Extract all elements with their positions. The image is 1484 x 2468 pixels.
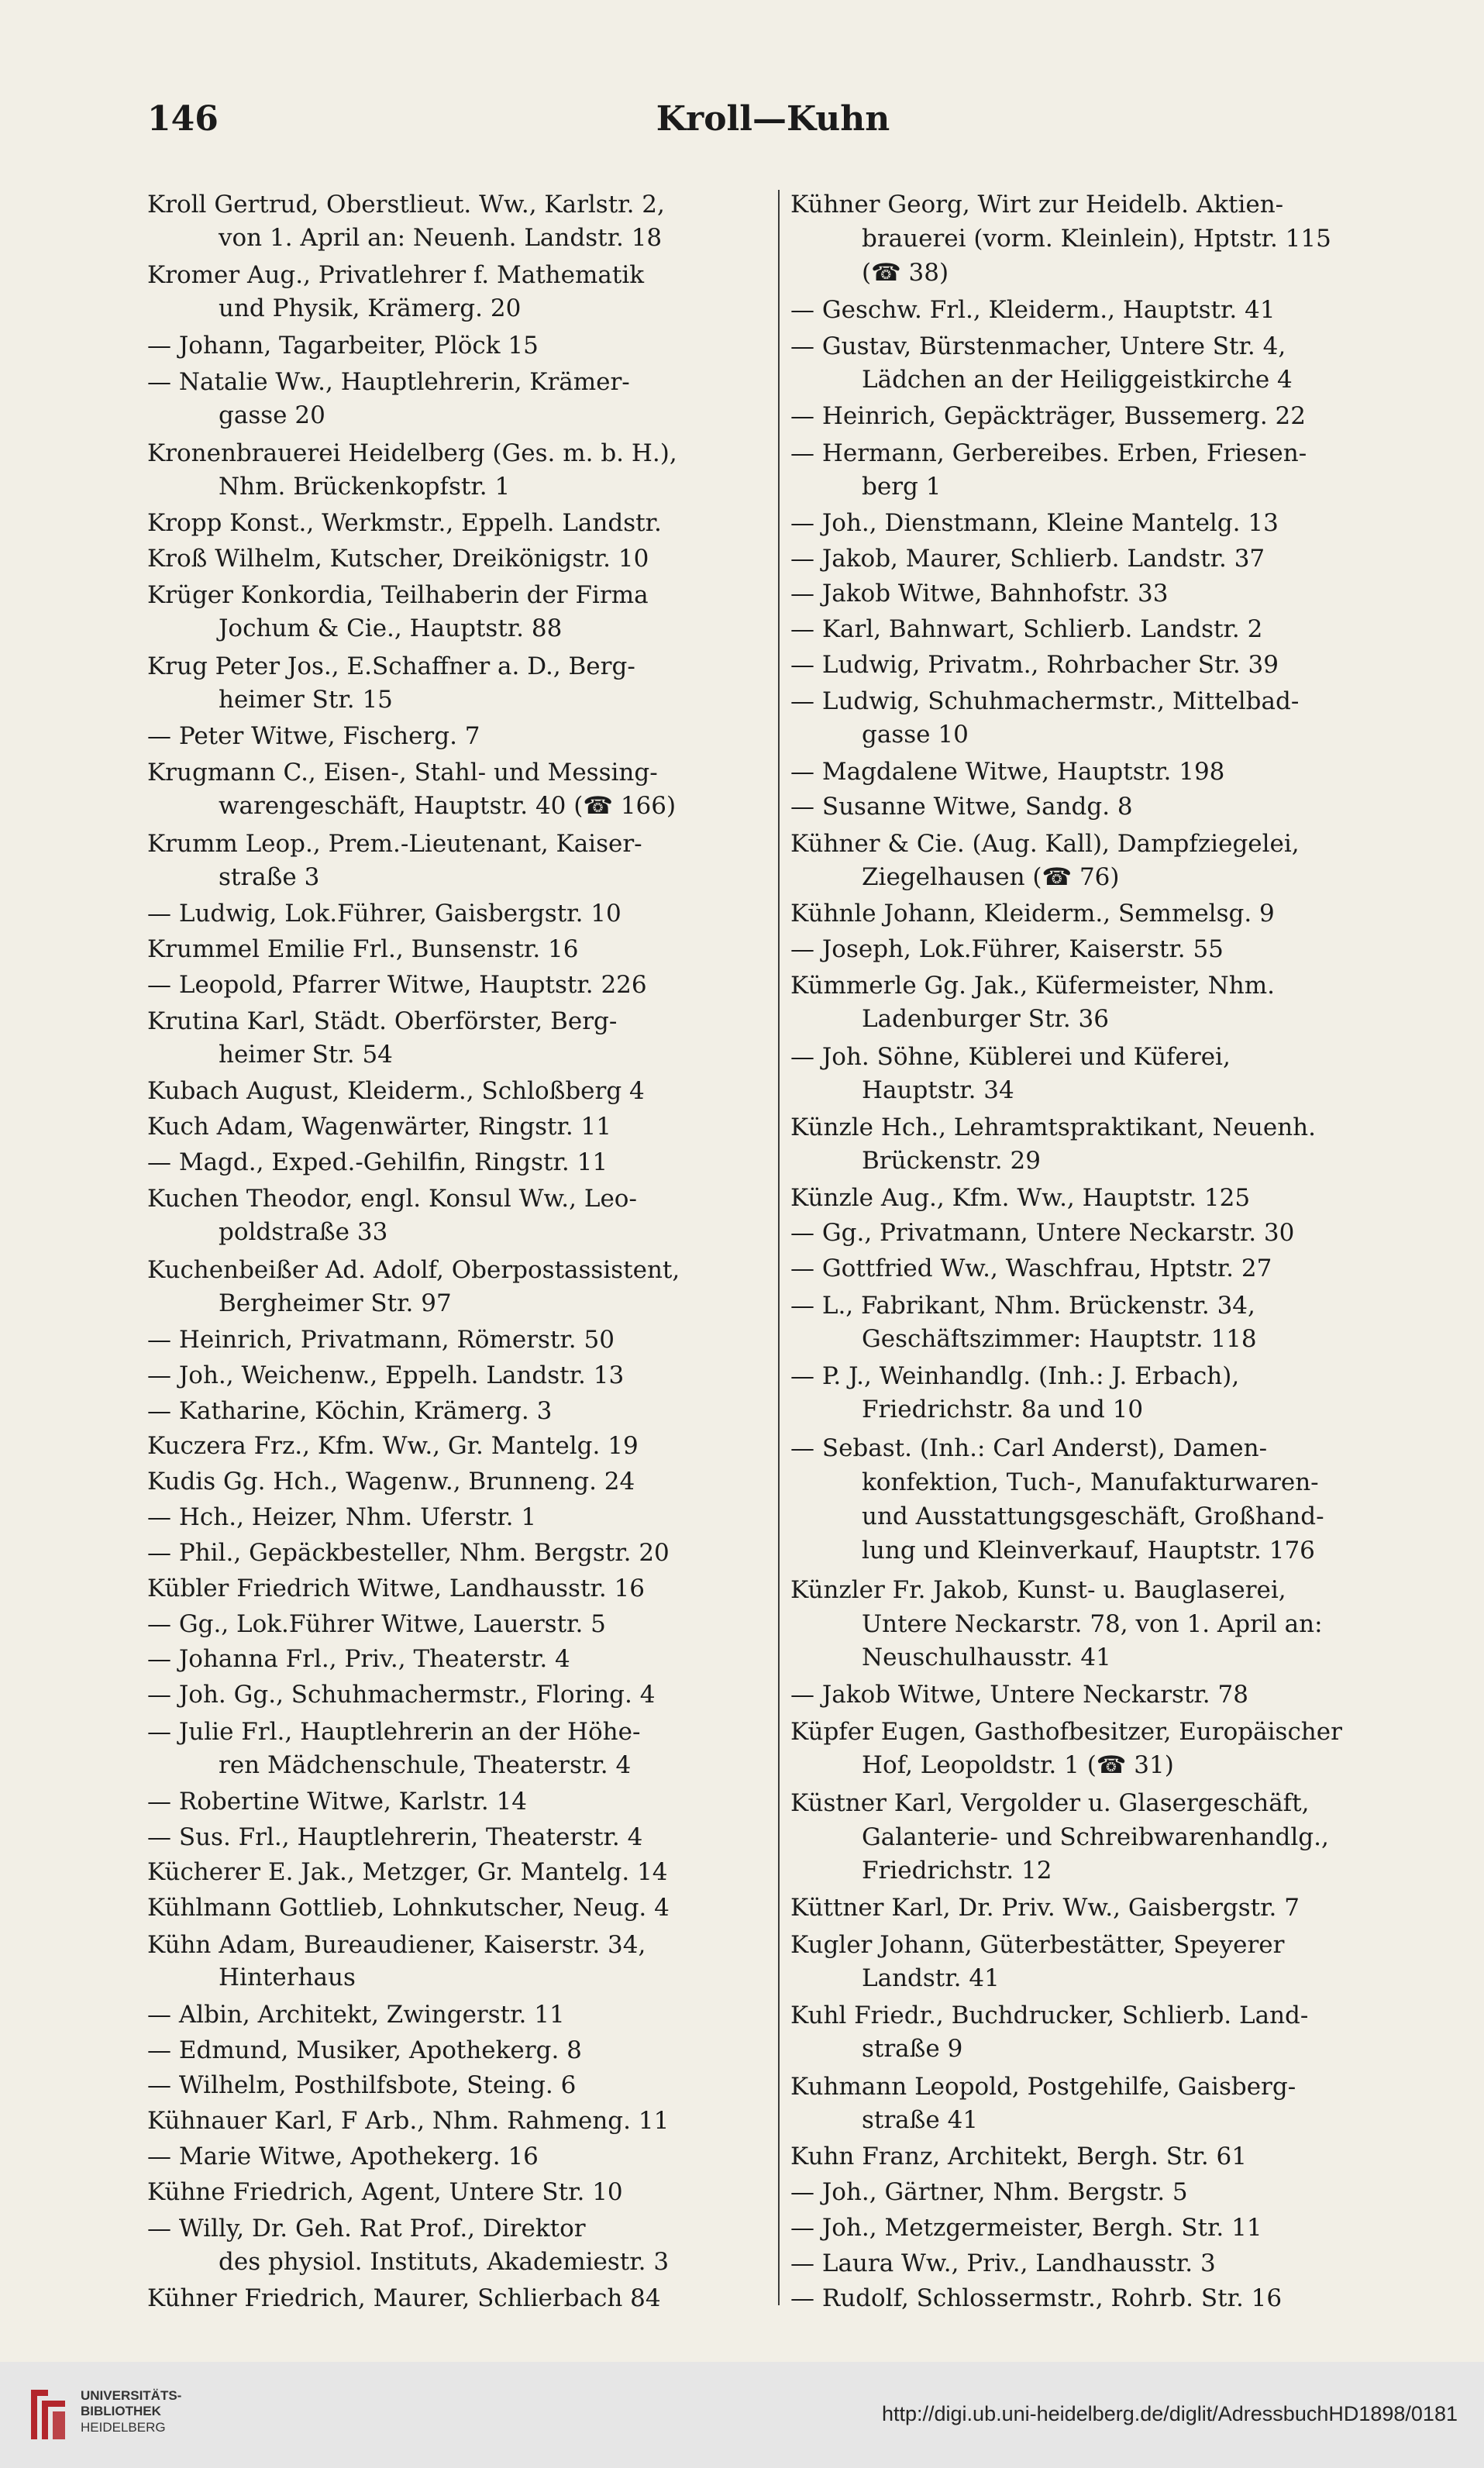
directory-entry xyxy=(147,1110,767,1145)
entry-line: — Laura Ww., Priv., Landhausstr. 3 xyxy=(790,2249,1216,2277)
directory-entry xyxy=(147,1180,767,1251)
entry-continuation-line: Hof, Leopoldstr. 1 (☎ 31) xyxy=(862,1750,1174,1779)
directory-entry xyxy=(790,648,1418,683)
directory-entry xyxy=(790,1358,1418,1429)
library-name-line-3: HEIDELBERG xyxy=(81,2419,166,2435)
entry-continuation-line: und Physik, Krämerg. 20 xyxy=(219,294,522,323)
entry-continuation-line: Hauptstr. 34 xyxy=(862,1076,1014,1104)
directory-entry xyxy=(147,1145,767,1181)
directory-entry xyxy=(790,2139,1418,2175)
entry-line: Krumm Leop., Prem.-Lieutenant, Kaiser- xyxy=(147,829,642,858)
entry-line: Kühn Adam, Bureaudiener, Kaiserstr. 34, xyxy=(147,1930,646,1959)
entry-line: — Phil., Gepäckbesteller, Nhm. Bergstr. 20 xyxy=(147,1538,670,1567)
library-name xyxy=(81,2388,181,2435)
entry-line: — Karl, Bahnwart, Schlierb. Landstr. 2 xyxy=(790,615,1263,644)
directory-entry xyxy=(147,754,767,825)
directory-entry xyxy=(147,1465,767,1500)
entry-continuation-line: Ladenburger Str. 36 xyxy=(862,1005,1109,1034)
entry-line: — Marie Witwe, Apothekerg. 16 xyxy=(147,2143,539,2171)
directory-entry xyxy=(147,435,767,506)
directory-entry xyxy=(147,1606,767,1642)
entry-line: — P. J., Weinhandlg. (Inh.: J. Erbach), xyxy=(790,1362,1240,1391)
directory-entry xyxy=(147,2281,767,2317)
directory-entry xyxy=(147,328,767,363)
library-logo-icon xyxy=(25,2385,71,2444)
entry-line: — Hch., Heizer, Nhm. Uferstr. 1 xyxy=(147,1503,537,1532)
directory-entry xyxy=(790,577,1418,612)
entry-line: — Geschw. Frl., Kleiderm., Hauptstr. 41 xyxy=(790,295,1276,324)
entry-line: — Wilhelm, Posthilfsbote, Steing. 6 xyxy=(147,2071,577,2100)
entry-continuation-line: Galanterie- und Schreibwarenhandlg., xyxy=(862,1823,1329,1851)
directory-entry xyxy=(790,967,1418,1038)
entry-continuation-line: Geschäftszimmer: Hauptstr. 118 xyxy=(862,1324,1257,1353)
entry-line: Krüger Konkordia, Teilhaberin der Firma xyxy=(147,580,649,609)
entry-line: — Ludwig, Schuhmachermstr., Mittelbad- xyxy=(790,687,1300,716)
directory-entry xyxy=(147,897,767,932)
entry-line: — Natalie Ww., Hauptlehrerin, Krämer- xyxy=(147,367,630,396)
entry-continuation-line: heimer Str. 54 xyxy=(219,1040,393,1069)
directory-entry xyxy=(147,825,767,897)
directory-entry xyxy=(147,2175,767,2211)
entry-continuation-line: ren Mädchenschule, Theaterstr. 4 xyxy=(219,1750,632,1779)
entry-continuation-line: straße 9 xyxy=(862,2035,963,2064)
directory-entry xyxy=(790,612,1418,648)
entry-continuation-line: berg 1 xyxy=(862,472,942,501)
directory-entry xyxy=(147,2033,767,2068)
entry-line: — Sus. Frl., Hauptlehrerin, Theaterstr. 4 xyxy=(147,1823,643,1851)
directory-entry xyxy=(790,1287,1418,1358)
entry-continuation-line: und Ausstattungsgeschäft, Großhand- xyxy=(862,1502,1324,1531)
directory-entry xyxy=(790,825,1418,897)
entry-line: Krutina Karl, Städt. Oberförster, Berg- xyxy=(147,1007,618,1035)
directory-entry xyxy=(147,1429,767,1465)
directory-entry xyxy=(147,1642,767,1678)
entry-continuation-line: Ziegelhausen (☎ 76) xyxy=(862,862,1120,891)
entry-line: Künzler Fr. Jakob, Kunst- u. Bauglaserei, xyxy=(790,1575,1286,1604)
entry-line: — Heinrich, Privatmann, Römerstr. 50 xyxy=(147,1325,615,1354)
directory-entry xyxy=(147,541,767,577)
entry-line: — Johann, Tagarbeiter, Plöck 15 xyxy=(147,331,539,360)
directory-entry xyxy=(790,1216,1418,1251)
entry-line: Krug Peter Jos., E.Schaffner a. D., Berg- xyxy=(147,652,635,680)
directory-entry xyxy=(147,1500,767,1536)
directory-entry xyxy=(790,2281,1418,2317)
directory-entry xyxy=(790,2246,1418,2281)
entry-line: — Joh., Metzgermeister, Bergh. Str. 11 xyxy=(790,2213,1262,2242)
entry-line: Kugler Johann, Güterbestätter, Speyerer xyxy=(790,1930,1285,1959)
right-column xyxy=(790,186,1418,2317)
viewer-footer xyxy=(0,2362,1484,2468)
entry-line: — Heinrich, Gepäckträger, Bussemerg. 22 xyxy=(790,402,1307,431)
entry-line: Kromer Aug., Privatlehrer f. Mathematik xyxy=(147,261,645,290)
entry-continuation-line: Landstr. 41 xyxy=(862,1964,1000,1992)
directory-entry xyxy=(147,1003,767,1074)
entry-line: — Gustav, Bürstenmacher, Untere Str. 4, xyxy=(790,332,1286,361)
entry-line: Kümmerle Gg. Jak., Küfermeister, Nhm. xyxy=(790,972,1275,1000)
directory-entry xyxy=(147,1323,767,1358)
entry-line: Kühner Friedrich, Maurer, Schlierbach 84 xyxy=(147,2284,661,2313)
directory-entry xyxy=(147,1784,767,1819)
directory-entry xyxy=(790,1251,1418,1287)
entry-continuation-line: Brückenstr. 29 xyxy=(862,1147,1041,1175)
entry-continuation-line: gasse 20 xyxy=(219,401,325,429)
entry-line: Kroß Wilhelm, Kutscher, Dreikönigstr. 10 xyxy=(147,544,649,573)
entry-line: — Julie Frl., Hauptlehrerin an der Höhe- xyxy=(147,1717,641,1746)
directory-entry xyxy=(790,2210,1418,2246)
directory-entry xyxy=(147,1819,767,1855)
directory-entry xyxy=(790,2175,1418,2211)
entry-line: Künzle Hch., Lehramtspraktikant, Neuenh. xyxy=(790,1114,1317,1142)
entry-continuation-line: Friedrichstr. 12 xyxy=(862,1857,1052,1885)
left-column xyxy=(147,186,767,2317)
entry-line: Küstner Karl, Vergolder u. Glasergeschäft, xyxy=(790,1788,1310,1817)
entry-continuation-line: Jochum & Cie., Hauptstr. 88 xyxy=(219,614,563,642)
entry-line: Kübler Friedrich Witwe, Landhausstr. 16 xyxy=(147,1574,645,1602)
entry-line: — Willy, Dr. Geh. Rat Prof., Direktor xyxy=(147,2215,586,2243)
directory-entry xyxy=(147,932,767,968)
entry-continuation-line: Friedrichstr. 8a und 10 xyxy=(862,1396,1144,1424)
directory-entry xyxy=(147,1855,767,1891)
entry-line: — Joh. Gg., Schuhmachermstr., Floring. 4 xyxy=(147,1681,656,1709)
directory-entry xyxy=(147,2210,767,2281)
entry-line: Kroll Gertrud, Oberstlieut. Ww., Karlstr. 2, xyxy=(147,190,665,219)
entry-line: — Leopold, Pfarrer Witwe, Hauptstr. 226 xyxy=(147,970,647,999)
directory-entry xyxy=(790,1038,1418,1110)
directory-entry xyxy=(790,1110,1418,1181)
directory-entry xyxy=(790,897,1418,932)
directory-entry xyxy=(147,257,767,329)
directory-entry xyxy=(147,719,767,755)
directory-entry xyxy=(790,541,1418,577)
directory-entry xyxy=(147,1713,767,1785)
entry-continuation-line: warengeschäft, Hauptstr. 40 (☎ 166) xyxy=(219,792,677,821)
entry-line: Küpfer Eugen, Gasthofbesitzer, Europäischer xyxy=(790,1717,1342,1746)
entry-line: — Ludwig, Privatm., Rohrbacher Str. 39 xyxy=(790,651,1279,680)
entry-line: — Joh., Dienstmann, Kleine Mantelg. 13 xyxy=(790,508,1279,537)
entry-line: Künzle Aug., Kfm. Ww., Hauptstr. 125 xyxy=(790,1183,1251,1212)
entry-line: — Katharine, Köchin, Krämerg. 3 xyxy=(147,1396,553,1425)
entry-continuation-line: brauerei (vorm. Kleinlein), Hptstr. 115 xyxy=(862,225,1331,253)
entry-continuation-line: straße 41 xyxy=(862,2105,979,2134)
entry-line: — Johanna Frl., Priv., Theaterstr. 4 xyxy=(147,1645,570,1674)
entry-continuation-line: Nhm. Brückenkopfstr. 1 xyxy=(219,472,511,501)
entry-line: — Magdalene Witwe, Hauptstr. 198 xyxy=(790,757,1225,786)
directory-entry xyxy=(790,1713,1418,1785)
entry-continuation-line: gasse 10 xyxy=(862,721,969,749)
entry-line: — Joh., Weichenw., Eppelh. Landstr. 13 xyxy=(147,1361,625,1389)
entry-line: — Jakob, Maurer, Schlierb. Landstr. 37 xyxy=(790,544,1265,573)
entry-line: Kühner Georg, Wirt zur Heidelb. Aktien- xyxy=(790,191,1284,219)
directory-entry xyxy=(147,2139,767,2175)
directory-entry xyxy=(147,648,767,719)
entry-line: Krugmann C., Eisen-, Stahl- und Messing- xyxy=(147,759,658,787)
directory-entry xyxy=(147,1358,767,1394)
page-number: 146 xyxy=(147,99,219,139)
entry-continuation-line: lung und Kleinverkauf, Hauptstr. 176 xyxy=(862,1537,1315,1565)
directory-entry xyxy=(147,1571,767,1606)
directory-entry xyxy=(790,1429,1418,1571)
entry-line: — Peter Witwe, Fischerg. 7 xyxy=(147,721,480,750)
entry-continuation-line: des physiol. Instituts, Akademiestr. 3 xyxy=(219,2248,670,2277)
entry-line: Kronenbrauerei Heidelberg (Ges. m. b. H.), xyxy=(147,439,677,467)
source-url[interactable]: http://digi.ub.uni-heidelberg.de/diglit/AdressbuchHD1898/0181 xyxy=(881,2402,1458,2425)
running-head: Kroll—Kuhn xyxy=(656,99,890,139)
entry-line: — Edmund, Musiker, Apothekerg. 8 xyxy=(147,2036,582,2064)
entry-line: Kühner & Cie. (Aug. Kall), Dampfziegelei, xyxy=(790,829,1300,858)
entry-line: — Joseph, Lok.Führer, Kaiserstr. 55 xyxy=(790,935,1224,963)
entry-continuation-line: Lädchen an der Heiliggeistkirche 4 xyxy=(862,366,1293,394)
entry-line: — Gg., Lok.Führer Witwe, Lauerstr. 5 xyxy=(147,1609,606,1638)
directory-entry xyxy=(790,1784,1418,1891)
entry-line: Krummel Emilie Frl., Bunsenstr. 16 xyxy=(147,935,579,963)
entry-line: — Hermann, Gerbereibes. Erben, Friesen- xyxy=(790,439,1307,467)
entry-line: — Gg., Privatmann, Untere Neckarstr. 30 xyxy=(790,1219,1295,1248)
entry-line: — Sebast. (Inh.: Carl Anderst), Damen- xyxy=(790,1434,1268,1463)
entry-line: — Joh. Söhne, Küblerei und Küferei, xyxy=(790,1042,1231,1071)
directory-entry xyxy=(147,1997,767,2033)
entry-continuation-line: straße 3 xyxy=(219,862,320,891)
entry-continuation-line: konfektion, Tuch-, Manufakturwaren- xyxy=(862,1468,1319,1497)
entry-line: Kühnauer Karl, F Arb., Nhm. Rahmeng. 11 xyxy=(147,2107,670,2136)
entry-line: Kühne Friedrich, Agent, Untere Str. 10 xyxy=(147,2177,623,2206)
entry-line: Kuhmann Leopold, Postgehilfe, Gaisberg- xyxy=(790,2072,1296,2101)
entry-continuation-line: Bergheimer Str. 97 xyxy=(219,1289,452,1317)
entry-line: — Ludwig, Lok.Führer, Gaisbergstr. 10 xyxy=(147,900,621,928)
directory-entry xyxy=(790,1926,1418,1998)
directory-entry xyxy=(790,1997,1418,2068)
entry-line: Kuchen Theodor, engl. Konsul Ww., Leo- xyxy=(147,1185,637,1213)
entry-continuation-line: Untere Neckarstr. 78, von 1. April an: xyxy=(862,1609,1323,1638)
directory-entry xyxy=(790,683,1418,755)
entry-continuation-line: (☎ 38) xyxy=(862,258,949,287)
entry-line: Kuchenbeißer Ad. Adolf, Oberpostassistent, xyxy=(147,1255,680,1284)
entry-continuation-line: Neuschulhausstr. 41 xyxy=(862,1644,1111,1672)
entry-line: — Joh., Gärtner, Nhm. Bergstr. 5 xyxy=(790,2177,1188,2206)
directory-entry xyxy=(790,1891,1418,1926)
entry-continuation-line: von 1. April an: Neuenh. Landstr. 18 xyxy=(219,223,663,252)
directory-entry xyxy=(147,363,767,435)
directory-entry xyxy=(147,2104,767,2139)
entry-line: Kudis Gg. Hch., Wagenw., Brunneng. 24 xyxy=(147,1468,635,1496)
directory-entry xyxy=(147,1926,767,1998)
directory-entry xyxy=(790,1571,1418,1678)
entry-line: Küttner Karl, Dr. Priv. Ww., Gaisbergstr. 7 xyxy=(790,1894,1300,1922)
directory-entry xyxy=(790,931,1418,967)
entry-line: — Jakob Witwe, Bahnhofstr. 33 xyxy=(790,580,1169,608)
directory-entry xyxy=(790,506,1418,542)
directory-entry xyxy=(790,1678,1418,1713)
entry-line: Kuhl Friedr., Buchdrucker, Schlierb. Land- xyxy=(790,2002,1309,2030)
directory-entry xyxy=(790,2068,1418,2139)
directory-entry xyxy=(147,1536,767,1571)
directory-entry xyxy=(790,399,1418,435)
entry-line: Kropp Konst., Werkmstr., Eppelh. Landstr. xyxy=(147,508,662,537)
entry-line: — Rudolf, Schlossermstr., Rohrb. Str. 16 xyxy=(790,2284,1283,2313)
directory-entry xyxy=(147,186,767,257)
directory-entry xyxy=(147,967,767,1003)
library-name-line-1: UNIVERSITÄTS- xyxy=(81,2388,182,2403)
entry-line: Kücherer E. Jak., Metzger, Gr. Mantelg. 14 xyxy=(147,1858,668,1887)
directory-entry xyxy=(790,328,1418,399)
directory-entry xyxy=(147,1678,767,1713)
entry-line: — Susanne Witwe, Sandg. 8 xyxy=(790,793,1133,821)
entry-continuation-line: heimer Str. 15 xyxy=(219,685,393,714)
directory-entry xyxy=(790,1180,1418,1216)
entry-line: — Albin, Architekt, Zwingerstr. 11 xyxy=(147,2000,565,2029)
entry-line: — L., Fabrikant, Nhm. Brückenstr. 34, xyxy=(790,1291,1255,1320)
entry-line: — Magd., Exped.-Gehilfin, Ringstr. 11 xyxy=(147,1148,608,1176)
entry-continuation-line: poldstraße 33 xyxy=(219,1218,388,1247)
directory-entry xyxy=(147,506,767,542)
directory-entry xyxy=(790,754,1418,790)
entry-line: Kuch Adam, Wagenwärter, Ringstr. 11 xyxy=(147,1112,612,1141)
entry-line: — Robertine Witwe, Karlstr. 14 xyxy=(147,1787,527,1816)
library-name-line-2: BIBLIOTHEK xyxy=(81,2404,161,2419)
entry-line: — Gottfried Ww., Waschfrau, Hptstr. 27 xyxy=(790,1255,1272,1283)
entry-line: Kühnle Johann, Kleiderm., Semmelsg. 9 xyxy=(790,899,1275,928)
entry-line: Kühlmann Gottlieb, Lohnkutscher, Neug. 4 xyxy=(147,1894,670,1922)
directory-entry xyxy=(147,1891,767,1926)
entry-continuation-line: Hinterhaus xyxy=(219,1964,356,1992)
directory-entry xyxy=(147,1074,767,1110)
directory-entry xyxy=(147,577,767,648)
directory-entry xyxy=(790,186,1418,293)
column-rule xyxy=(778,190,780,2305)
entry-line: Kuhn Franz, Architekt, Bergh. Str. 61 xyxy=(790,2143,1247,2171)
directory-entry xyxy=(790,293,1418,329)
page-header xyxy=(147,99,1399,153)
directory-entry xyxy=(790,435,1418,506)
entry-line: — Jakob Witwe, Untere Neckarstr. 78 xyxy=(790,1681,1248,1709)
directory-entry xyxy=(790,790,1418,825)
entry-line: Kubach August, Kleiderm., Schloßberg 4 xyxy=(147,1077,645,1106)
entry-line: Kuczera Frz., Kfm. Ww., Gr. Mantelg. 19 xyxy=(147,1432,639,1461)
directory-entry xyxy=(147,1393,767,1429)
directory-entry xyxy=(147,1251,767,1323)
directory-entry xyxy=(147,2068,767,2104)
